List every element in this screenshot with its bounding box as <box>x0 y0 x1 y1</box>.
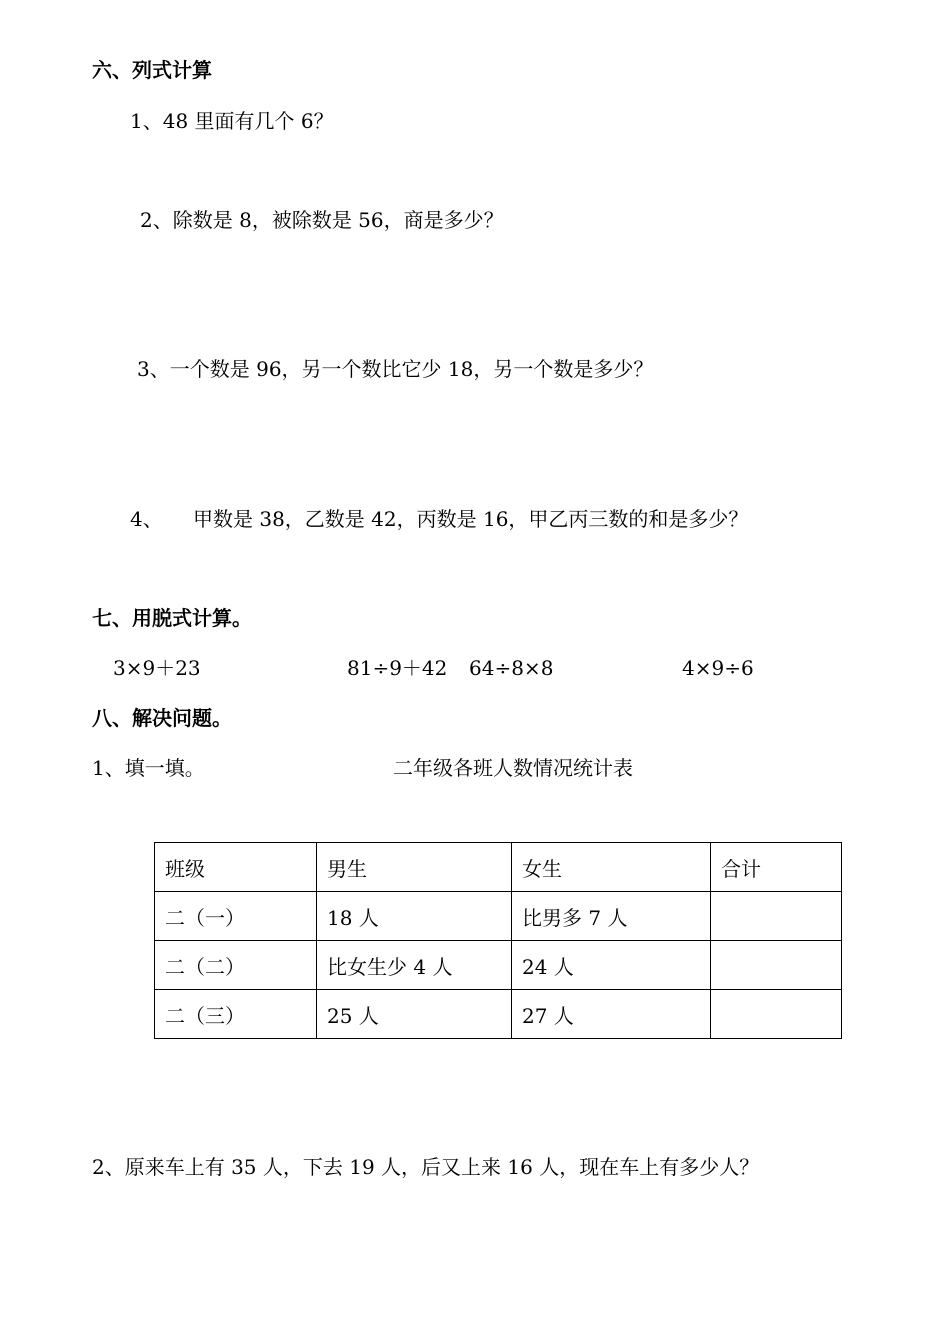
section-6-title: 六、列式计算 <box>92 58 212 82</box>
question-8-1-label: 1、填一填。 <box>92 756 205 780</box>
question-text: 一个数是 96，另一个数比它少 18，另一个数是多少？ <box>169 357 654 381</box>
table-cell: 24 人 <box>512 941 711 990</box>
header-cell: 女生 <box>512 843 711 892</box>
question-6-4 <box>130 505 748 533</box>
table-cell[interactable] <box>711 990 842 1039</box>
table-row <box>155 990 842 1039</box>
table-row <box>155 892 842 941</box>
table-row <box>155 941 842 990</box>
table-cell[interactable] <box>711 941 842 990</box>
expression-4: 4×9÷6 <box>682 656 754 680</box>
table-header-row <box>155 843 842 892</box>
question-number: 4、 <box>130 507 163 531</box>
question-6-2 <box>140 206 504 234</box>
table-cell: 二（二） <box>155 941 317 990</box>
header-cell: 男生 <box>317 843 512 892</box>
table-cell: 27 人 <box>512 990 711 1039</box>
table-cell: 二（一） <box>155 892 317 941</box>
question-8-2: 2、原来车上有 35 人，下去 19 人，后又上来 16 人，现在车上有多少人？ <box>92 1155 760 1179</box>
expression-3: 64÷8×8 <box>469 656 554 680</box>
section-7-title: 七、用脱式计算。 <box>92 606 252 630</box>
question-text: 甲数是 38，乙数是 42，丙数是 16，甲乙丙三数的和是多少？ <box>193 507 749 531</box>
table-cell: 比女生少 4 人 <box>317 941 512 990</box>
table-cell: 比男多 7 人 <box>512 892 711 941</box>
section-8-title: 八、解决问题。 <box>92 706 232 730</box>
table-cell[interactable] <box>711 892 842 941</box>
header-cell: 合计 <box>711 843 842 892</box>
table-cell: 25 人 <box>317 990 512 1039</box>
question-number: 3、 <box>137 357 170 381</box>
question-text: 48 里面有几个 6？ <box>162 109 334 133</box>
header-cell: 班级 <box>155 843 317 892</box>
question-6-1 <box>130 107 334 135</box>
table-cell: 18 人 <box>317 892 512 941</box>
question-number: 2、 <box>140 208 173 232</box>
expression-1: 3×9＋23 <box>113 656 201 680</box>
expression-2: 81÷9＋42 <box>347 656 448 680</box>
table-cell: 二（三） <box>155 990 317 1039</box>
table-title: 二年级各班人数情况统计表 <box>393 756 633 780</box>
question-text: 除数是 8，被除数是 56，商是多少？ <box>172 208 504 232</box>
question-number: 1、 <box>130 109 163 133</box>
question-6-3 <box>137 355 653 383</box>
class-stats-table <box>154 842 842 1039</box>
